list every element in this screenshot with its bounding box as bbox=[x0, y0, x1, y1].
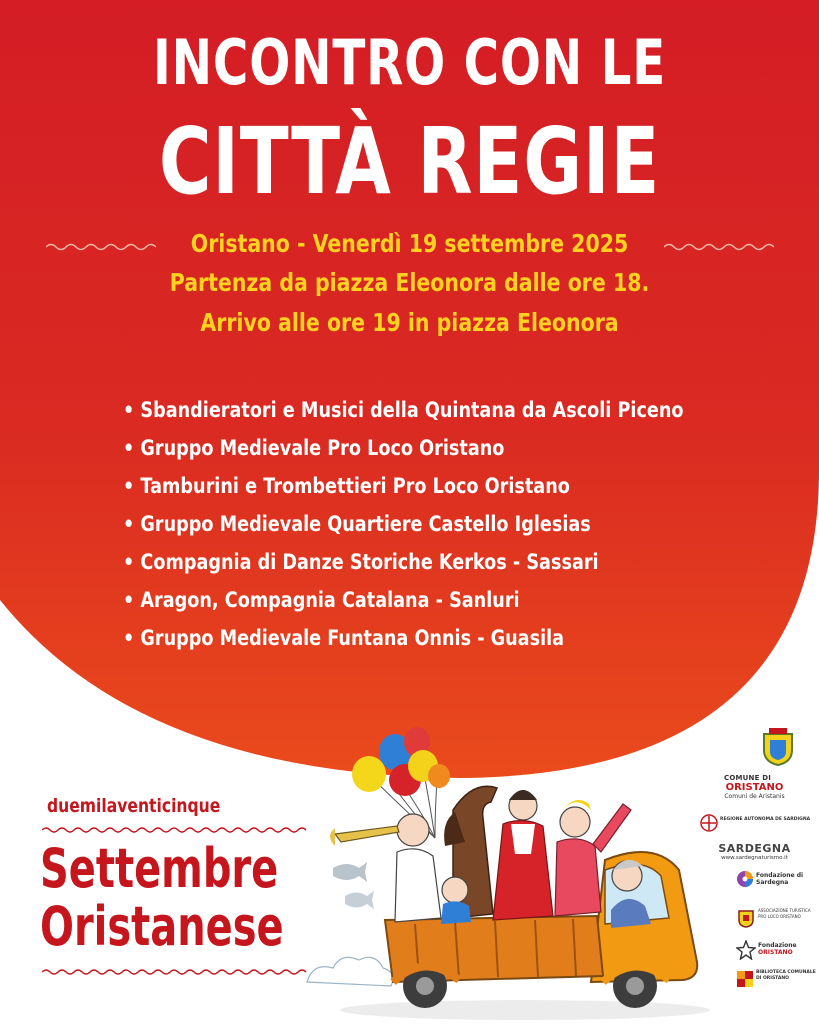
parade-truck-illustration bbox=[305, 720, 725, 1024]
comune-name: ORISTANO bbox=[725, 782, 784, 793]
logo-sardegna bbox=[690, 842, 819, 861]
event-arrival: Arrivo alle ore 19 in piazza Eleonora bbox=[200, 308, 619, 337]
oristano-coat-of-arms-icon bbox=[760, 726, 796, 766]
brand-wave-bottom bbox=[42, 968, 307, 976]
participant-item: • Gruppo Medievale Pro Loco Oristano bbox=[123, 430, 684, 468]
participant-item: • Compagnia di Danze Storiche Kerkos - Sassari bbox=[123, 544, 684, 582]
event-departure: Partenza da piazza Eleonora dalle ore 18. bbox=[169, 268, 650, 297]
comune-prefix: COMUNE DI bbox=[724, 774, 772, 782]
fondazione-oristano-star-icon bbox=[736, 940, 756, 960]
participant-item: • Gruppo Medievale Quartiere Castello Iglesias bbox=[123, 506, 684, 544]
fondazione-oristano-line-2: ORISTANO bbox=[758, 949, 793, 956]
logo-fondazione-sardegna: Fondazione di Sardegna bbox=[756, 872, 804, 886]
participant-item: • Tamburini e Trombettieri Pro Loco Oristano bbox=[123, 468, 684, 506]
sardegna-url: www.sardegnaturismo.it bbox=[721, 855, 788, 861]
title-line-2: CITTÀ REGIE bbox=[158, 108, 661, 215]
sponsor-logos bbox=[690, 720, 819, 1024]
comune-sub: Comuni de Aristanis bbox=[724, 793, 785, 800]
logo-comune-oristano bbox=[690, 774, 819, 800]
brand-year: duemilaventicinque bbox=[47, 795, 221, 817]
logo-biblioteca: BIBLIOTECA COMUNALE DI ORISTANO bbox=[756, 970, 816, 981]
pro-loco-crest-icon bbox=[736, 908, 756, 928]
logo-pro-loco: ASSOCIAZIONE TURISTICA PRO LOCO ORISTANO bbox=[758, 908, 811, 919]
title-line-1: INCONTRO CON LE bbox=[152, 26, 667, 99]
event-place-date: Oristano - Venerdì 19 settembre 2025 bbox=[190, 229, 629, 258]
regione-sardegna-emblem-icon bbox=[700, 814, 718, 832]
sardegna-name: SARDEGNA bbox=[718, 842, 791, 855]
logo-fondazione-oristano bbox=[758, 942, 819, 956]
fondazione-oristano-line-1: Fondazione bbox=[758, 942, 797, 949]
participants-list bbox=[123, 392, 807, 658]
brand-title bbox=[40, 837, 284, 958]
participant-item: • Aragon, Compagnia Catalana - Sanluri bbox=[123, 582, 684, 620]
participant-item: • Gruppo Medievale Funtana Onnis - Guasila bbox=[123, 620, 684, 658]
participant-item: • Sbandieratori e Musici della Quintana da Ascoli Piceno bbox=[123, 392, 684, 430]
brand-title-line-2: Oristanese bbox=[40, 895, 284, 958]
biblioteca-logo-icon bbox=[736, 970, 754, 988]
brand-title-line-1: Settembre bbox=[40, 837, 279, 900]
logo-regione: REGIONE AUTONOMA DE SARDIGNA bbox=[720, 817, 811, 822]
brand-wave-top bbox=[42, 826, 307, 834]
fondazione-sardegna-icon bbox=[736, 870, 754, 888]
